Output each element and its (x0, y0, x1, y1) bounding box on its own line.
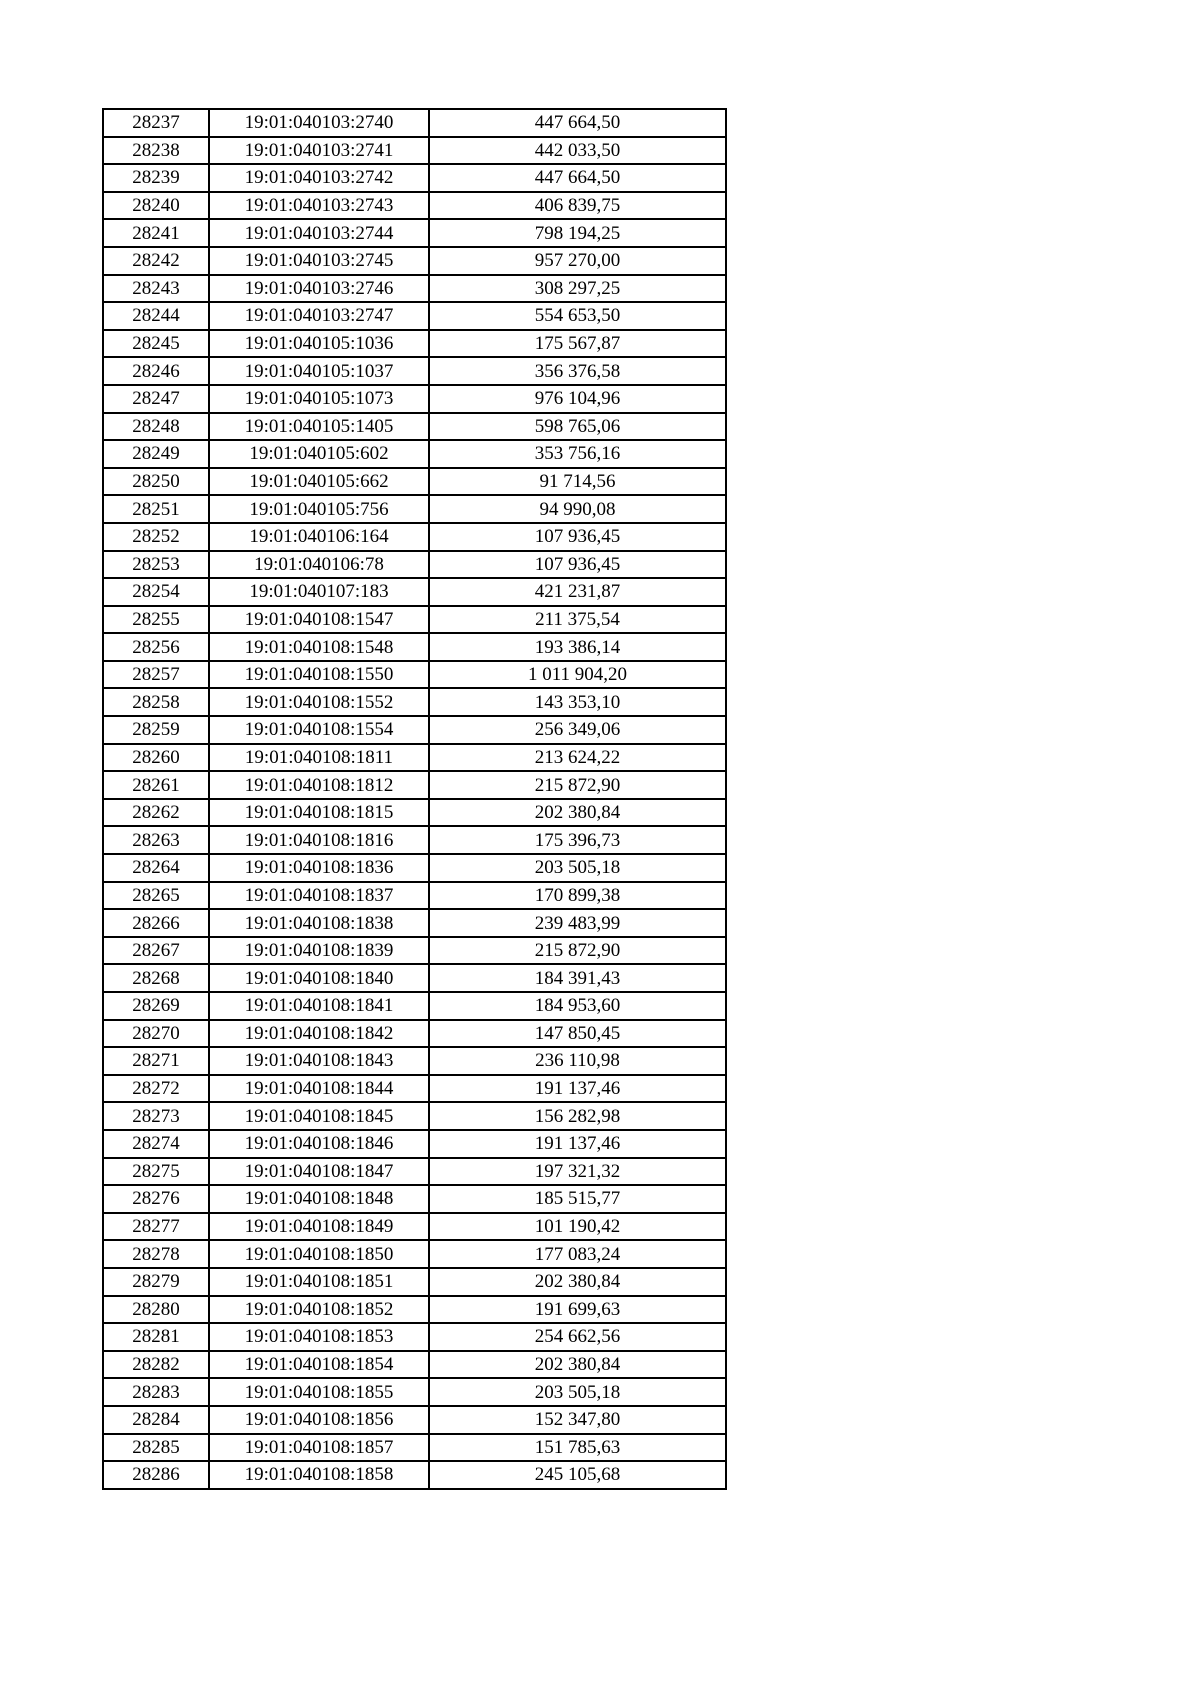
value-cell: 143 353,10 (429, 688, 726, 716)
value-cell: 308 297,25 (429, 275, 726, 303)
row-number-cell: 28252 (103, 523, 209, 551)
row-number-cell: 28239 (103, 164, 209, 192)
row-number-cell: 28242 (103, 247, 209, 275)
row-number-cell: 28263 (103, 826, 209, 854)
cadastral-number-cell: 19:01:040108:1853 (209, 1323, 429, 1351)
cadastral-number-cell: 19:01:040108:1854 (209, 1351, 429, 1379)
table-row (103, 495, 726, 523)
table-row (103, 992, 726, 1020)
value-cell: 798 194,25 (429, 219, 726, 247)
cadastral-number-cell: 19:01:040103:2743 (209, 192, 429, 220)
table-row (103, 799, 726, 827)
value-cell: 215 872,90 (429, 937, 726, 965)
value-cell: 177 083,24 (429, 1240, 726, 1268)
table-row (103, 1461, 726, 1489)
table-row (103, 1102, 726, 1130)
table-row (103, 578, 726, 606)
cadastral-number-cell: 19:01:040108:1841 (209, 992, 429, 1020)
value-cell: 236 110,98 (429, 1047, 726, 1075)
row-number-cell: 28264 (103, 854, 209, 882)
table-row (103, 468, 726, 496)
row-number-cell: 28241 (103, 219, 209, 247)
value-cell: 442 033,50 (429, 137, 726, 165)
row-number-cell: 28248 (103, 413, 209, 441)
table-row (103, 275, 726, 303)
row-number-cell: 28281 (103, 1323, 209, 1351)
cadastral-number-cell: 19:01:040108:1836 (209, 854, 429, 882)
row-number-cell: 28262 (103, 799, 209, 827)
table-row (103, 1434, 726, 1462)
cadastral-number-cell: 19:01:040108:1838 (209, 909, 429, 937)
value-cell: 211 375,54 (429, 606, 726, 634)
table-row (103, 330, 726, 358)
value-cell: 202 380,84 (429, 1268, 726, 1296)
cadastral-number-cell: 19:01:040105:1405 (209, 413, 429, 441)
table-body (103, 109, 726, 1489)
cadastral-number-cell: 19:01:040105:1073 (209, 385, 429, 413)
cadastral-number-cell: 19:01:040108:1855 (209, 1378, 429, 1406)
cadastral-number-cell: 19:01:040108:1837 (209, 882, 429, 910)
value-cell: 447 664,50 (429, 164, 726, 192)
value-cell: 256 349,06 (429, 716, 726, 744)
value-cell: 170 899,38 (429, 882, 726, 910)
table-row (103, 1130, 726, 1158)
row-number-cell: 28279 (103, 1268, 209, 1296)
table-row (103, 137, 726, 165)
table-row (103, 1323, 726, 1351)
value-cell: 202 380,84 (429, 1351, 726, 1379)
cadastral-number-cell: 19:01:040108:1812 (209, 771, 429, 799)
row-number-cell: 28284 (103, 1406, 209, 1434)
row-number-cell: 28273 (103, 1102, 209, 1130)
table-row (103, 1075, 726, 1103)
table-row (103, 1213, 726, 1241)
table-row (103, 688, 726, 716)
value-cell: 598 765,06 (429, 413, 726, 441)
table-row (103, 551, 726, 579)
value-cell: 421 231,87 (429, 578, 726, 606)
cadastral-number-cell: 19:01:040108:1846 (209, 1130, 429, 1158)
cadastral-number-cell: 19:01:040107:183 (209, 578, 429, 606)
cadastral-number-cell: 19:01:040108:1548 (209, 633, 429, 661)
row-number-cell: 28277 (103, 1213, 209, 1241)
cadastral-number-cell: 19:01:040105:662 (209, 468, 429, 496)
row-number-cell: 28245 (103, 330, 209, 358)
value-cell: 94 990,08 (429, 495, 726, 523)
row-number-cell: 28251 (103, 495, 209, 523)
cadastral-number-cell: 19:01:040103:2745 (209, 247, 429, 275)
value-cell: 254 662,56 (429, 1323, 726, 1351)
row-number-cell: 28258 (103, 688, 209, 716)
row-number-cell: 28244 (103, 302, 209, 330)
table-row (103, 385, 726, 413)
value-cell: 197 321,32 (429, 1158, 726, 1186)
table-row (103, 302, 726, 330)
cadastral-number-cell: 19:01:040108:1850 (209, 1240, 429, 1268)
row-number-cell: 28261 (103, 771, 209, 799)
table-row (103, 744, 726, 772)
value-cell: 156 282,98 (429, 1102, 726, 1130)
value-cell: 203 505,18 (429, 1378, 726, 1406)
row-number-cell: 28259 (103, 716, 209, 744)
value-cell: 202 380,84 (429, 799, 726, 827)
row-number-cell: 28237 (103, 109, 209, 137)
row-number-cell: 28274 (103, 1130, 209, 1158)
value-cell: 184 953,60 (429, 992, 726, 1020)
table-row (103, 882, 726, 910)
table-row (103, 826, 726, 854)
cadastral-number-cell: 19:01:040108:1848 (209, 1185, 429, 1213)
table-row (103, 164, 726, 192)
cadastral-number-cell: 19:01:040108:1815 (209, 799, 429, 827)
row-number-cell: 28247 (103, 385, 209, 413)
cadastral-number-cell: 19:01:040108:1840 (209, 964, 429, 992)
value-cell: 175 396,73 (429, 826, 726, 854)
row-number-cell: 28266 (103, 909, 209, 937)
cadastral-number-cell: 19:01:040108:1852 (209, 1296, 429, 1324)
row-number-cell: 28243 (103, 275, 209, 303)
row-number-cell: 28272 (103, 1075, 209, 1103)
cadastral-number-cell: 19:01:040108:1550 (209, 661, 429, 689)
row-number-cell: 28270 (103, 1020, 209, 1048)
table-row (103, 1406, 726, 1434)
value-cell: 239 483,99 (429, 909, 726, 937)
table-row (103, 523, 726, 551)
value-cell: 147 850,45 (429, 1020, 726, 1048)
table-row (103, 219, 726, 247)
row-number-cell: 28276 (103, 1185, 209, 1213)
cadastral-number-cell: 19:01:040108:1845 (209, 1102, 429, 1130)
value-cell: 957 270,00 (429, 247, 726, 275)
value-cell: 91 714,56 (429, 468, 726, 496)
row-number-cell: 28238 (103, 137, 209, 165)
row-number-cell: 28250 (103, 468, 209, 496)
table-row (103, 606, 726, 634)
row-number-cell: 28256 (103, 633, 209, 661)
row-number-cell: 28283 (103, 1378, 209, 1406)
table-row (103, 357, 726, 385)
row-number-cell: 28286 (103, 1461, 209, 1489)
table-row (103, 633, 726, 661)
value-cell: 203 505,18 (429, 854, 726, 882)
row-number-cell: 28268 (103, 964, 209, 992)
cadastral-number-cell: 19:01:040103:2747 (209, 302, 429, 330)
table-row (103, 909, 726, 937)
cadastral-number-cell: 19:01:040105:1036 (209, 330, 429, 358)
value-cell: 447 664,50 (429, 109, 726, 137)
value-cell: 184 391,43 (429, 964, 726, 992)
table-row (103, 1020, 726, 1048)
cadastral-number-cell: 19:01:040108:1839 (209, 937, 429, 965)
cadastral-number-cell: 19:01:040108:1552 (209, 688, 429, 716)
value-cell: 107 936,45 (429, 523, 726, 551)
value-cell: 356 376,58 (429, 357, 726, 385)
cadastral-number-cell: 19:01:040108:1842 (209, 1020, 429, 1048)
cadastral-number-cell: 19:01:040108:1851 (209, 1268, 429, 1296)
cadastral-number-cell: 19:01:040108:1849 (209, 1213, 429, 1241)
value-cell: 213 624,22 (429, 744, 726, 772)
value-cell: 191 137,46 (429, 1075, 726, 1103)
cadastral-number-cell: 19:01:040103:2744 (209, 219, 429, 247)
table-row (103, 1047, 726, 1075)
cadastral-number-cell: 19:01:040108:1554 (209, 716, 429, 744)
cadastral-number-cell: 19:01:040105:602 (209, 440, 429, 468)
value-cell: 175 567,87 (429, 330, 726, 358)
table-row (103, 771, 726, 799)
value-cell: 406 839,75 (429, 192, 726, 220)
value-cell: 215 872,90 (429, 771, 726, 799)
value-cell: 191 137,46 (429, 1130, 726, 1158)
table-row (103, 413, 726, 441)
cadastral-number-cell: 19:01:040108:1856 (209, 1406, 429, 1434)
table-row (103, 1240, 726, 1268)
row-number-cell: 28269 (103, 992, 209, 1020)
table-row (103, 440, 726, 468)
value-cell: 152 347,80 (429, 1406, 726, 1434)
cadastral-number-cell: 19:01:040103:2742 (209, 164, 429, 192)
table-row (103, 1378, 726, 1406)
row-number-cell: 28282 (103, 1351, 209, 1379)
cadastral-number-cell: 19:01:040103:2740 (209, 109, 429, 137)
row-number-cell: 28267 (103, 937, 209, 965)
cadastral-number-cell: 19:01:040106:164 (209, 523, 429, 551)
row-number-cell: 28257 (103, 661, 209, 689)
cadastral-number-cell: 19:01:040108:1811 (209, 744, 429, 772)
row-number-cell: 28278 (103, 1240, 209, 1268)
value-cell: 554 653,50 (429, 302, 726, 330)
value-cell: 1 011 904,20 (429, 661, 726, 689)
row-number-cell: 28255 (103, 606, 209, 634)
value-cell: 976 104,96 (429, 385, 726, 413)
cadastral-number-cell: 19:01:040108:1843 (209, 1047, 429, 1075)
value-cell: 107 936,45 (429, 551, 726, 579)
table-row (103, 661, 726, 689)
value-cell: 191 699,63 (429, 1296, 726, 1324)
value-cell: 193 386,14 (429, 633, 726, 661)
row-number-cell: 28285 (103, 1434, 209, 1462)
table-row (103, 964, 726, 992)
value-cell: 101 190,42 (429, 1213, 726, 1241)
cadastral-number-cell: 19:01:040108:1844 (209, 1075, 429, 1103)
table-row (103, 854, 726, 882)
table-row (103, 1296, 726, 1324)
row-number-cell: 28260 (103, 744, 209, 772)
table-row (103, 192, 726, 220)
table-row (103, 1351, 726, 1379)
table-row (103, 716, 726, 744)
table-row (103, 247, 726, 275)
row-number-cell: 28280 (103, 1296, 209, 1324)
cadastral-number-cell: 19:01:040106:78 (209, 551, 429, 579)
value-cell: 353 756,16 (429, 440, 726, 468)
cadastral-number-cell: 19:01:040103:2741 (209, 137, 429, 165)
value-cell: 151 785,63 (429, 1434, 726, 1462)
cadastral-number-cell: 19:01:040105:1037 (209, 357, 429, 385)
table-row (103, 1268, 726, 1296)
value-cell: 185 515,77 (429, 1185, 726, 1213)
cadastral-number-cell: 19:01:040108:1847 (209, 1158, 429, 1186)
row-number-cell: 28254 (103, 578, 209, 606)
cadastral-number-cell: 19:01:040108:1816 (209, 826, 429, 854)
table-row (103, 1185, 726, 1213)
row-number-cell: 28253 (103, 551, 209, 579)
table-row (103, 109, 726, 137)
value-cell: 245 105,68 (429, 1461, 726, 1489)
row-number-cell: 28249 (103, 440, 209, 468)
cadastral-number-cell: 19:01:040105:756 (209, 495, 429, 523)
row-number-cell: 28275 (103, 1158, 209, 1186)
cadastral-number-cell: 19:01:040108:1547 (209, 606, 429, 634)
row-number-cell: 28271 (103, 1047, 209, 1075)
cadastral-number-cell: 19:01:040108:1858 (209, 1461, 429, 1489)
cadastral-number-cell: 19:01:040103:2746 (209, 275, 429, 303)
row-number-cell: 28265 (103, 882, 209, 910)
table-row (103, 1158, 726, 1186)
table-row (103, 937, 726, 965)
row-number-cell: 28240 (103, 192, 209, 220)
cadastral-number-cell: 19:01:040108:1857 (209, 1434, 429, 1462)
cadastral-value-table (102, 108, 727, 1490)
row-number-cell: 28246 (103, 357, 209, 385)
